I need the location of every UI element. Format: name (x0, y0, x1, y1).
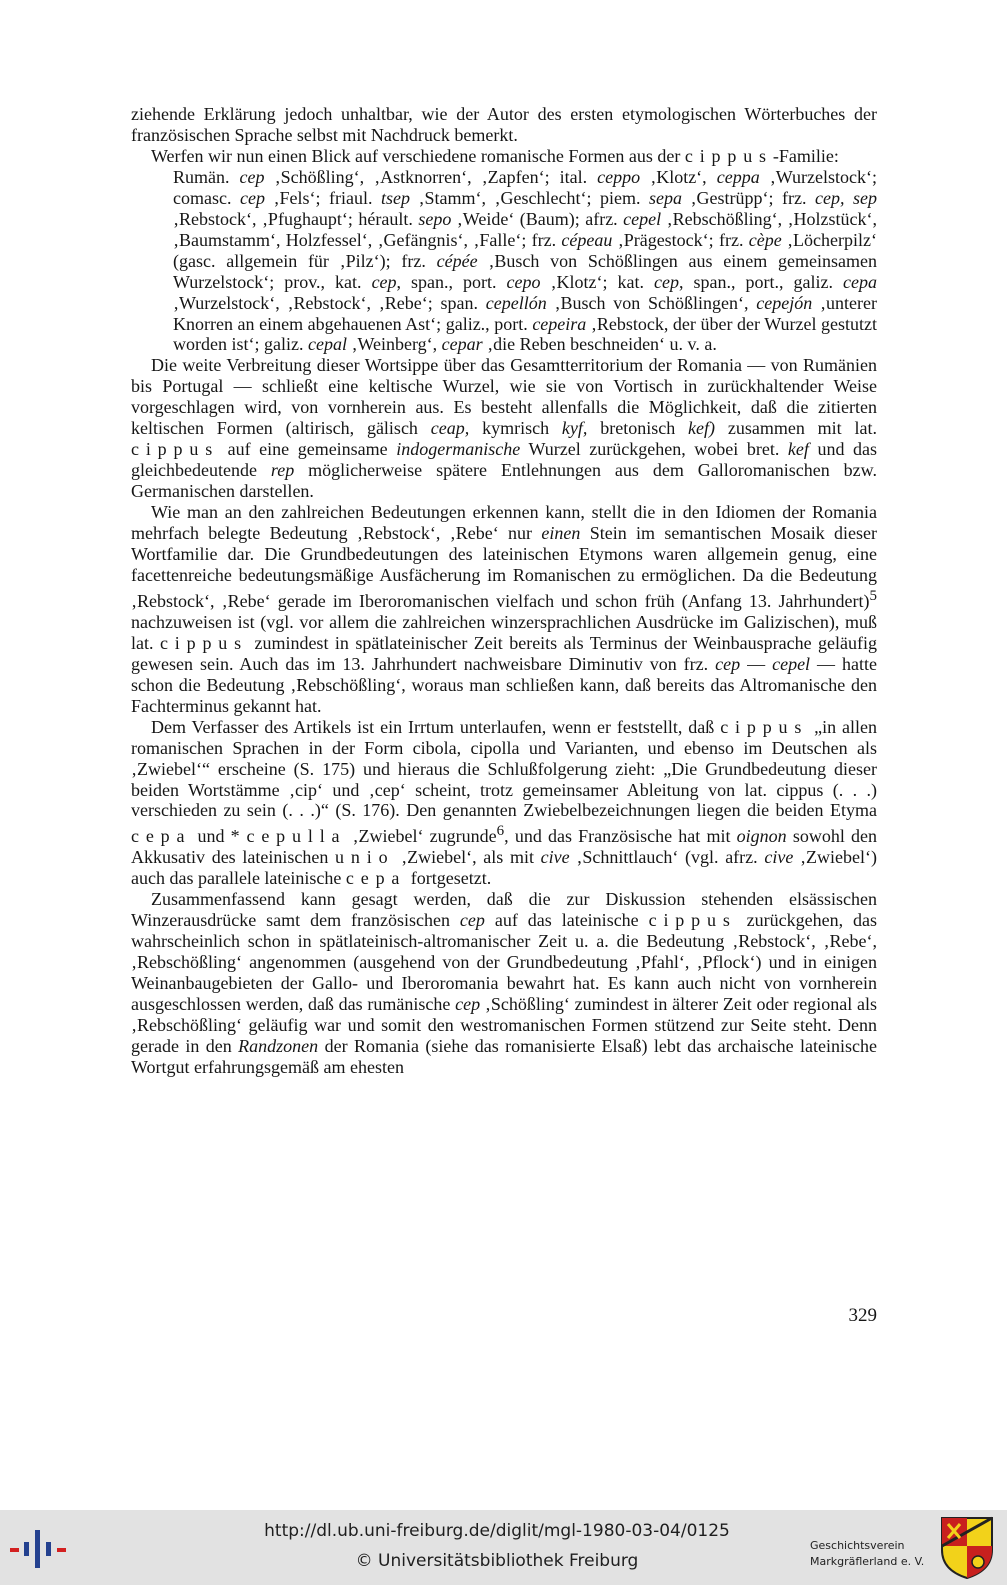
footnote-ref: 6 (496, 823, 505, 840)
society-name: Geschichtsverein Markgräflerland e. V. (810, 1539, 925, 1568)
page-number: 329 (848, 1305, 877, 1326)
paragraph: Die weite Verbreitung dieser Wortsippe über das Gesamtterritorium der Romania — von Rumänien bis Portugal — schließt eine keltische Wurzel, wie sie von Vortisch in zurückhaltender Weise vorgeschlagen wird, von vornherein aus. Es besteht allenfalls die Möglichkeit, daß die zitierten keltischen Formen (altirisch, gälisch ceap, kymrisch kyf, bretonisch kef) zusammen mit lat. cippus auf eine gemeinsame indogermanische Wurzel zurückgehen, wobei bret. kef und das gleichbedeutende rep möglicherweise spätere Entlehnungen aus dem Galloromanischen bzw. Germanischen darstellen. (131, 355, 877, 502)
copyright-notice: © Universitätsbibliothek Freiburg (355, 1551, 639, 1571)
body-text (131, 104, 877, 1078)
footer-bar (0, 1510, 1007, 1585)
paragraph: Wie man an den zahlreichen Bedeutungen erkennen kann, stellt die in den Idiomen der Romania mehrfach belegte Bedeutung ‚Rebstock‘, ‚Rebe‘ nur einen Stein im semantischen Mosaik dieser Wortfamilie dar. Die Grundbedeutungen des lateinischen Etymons waren allgemein genug, eine facettenreiche bedeutungsmäßige Ausfächerung im Romanischen zu ermöglichen. Da die Bedeutung ‚Rebstock‘, ‚Rebe‘ gerade im Iberoromanischen vielfach und schon früh (Anfang 13. Jahrhundert)$^5$ nachzuweisen ist (vgl. vor allem die zahlreichen winzersprachlichen Ausdrücke im Galizischen), muß lat. cippus zumindest in spätlateinischer Zeit bereits als Terminus der Weinbausprache geläufig gewesen sein. Auch das im 13. Jahrhundert nachweisbare Diminutiv von frz. cep — cepel — hatte schon die Bedeutung ‚Rebschößling‘, woraus man schließen kann, daß bereits das Altromanische den Fachterminus gekannt hat. (131, 502, 878, 716)
document-url-link[interactable]: http://dl.ub.uni-freiburg.de/diglit/mgl-1980-03-04/0125 (264, 1521, 730, 1541)
paragraph: Zusammenfassend kann gesagt werden, daß die zur Diskussion stehenden elsässischen Winzerausdrücke samt dem französischen cep auf das lateinische cippus zurückgehen, das wahrscheinlich schon in spätlateinisch-altromanischer Zeit u. a. die Bedeutung ‚Rebstock‘, ‚Rebe‘, ‚Rebschößling‘ angenommen (ausgehend von der Grundbedeutung ‚Pfahl‘, ‚Pflock‘) und in einigen Weinanbaugebieten der Gallo- und Iberoromania bewahrt hat. Es kann auch nicht von vornherein ausgeschlossen werden, daß das rumänische cep ‚Schößling‘ zumindest in älterer Zeit oder regional als ‚Rebschößling‘ geläufig war und somit den westromanischen Formen stützend zur Seite steht. Denn gerade in den Randzonen der Romania (siehe das romanisierte Elsaß) lebt das archaische lateinische Wortgut erfahrungsgemäß am ehesten (131, 889, 878, 1077)
markgraeflerland-crest-icon (940, 1516, 994, 1580)
footnote-ref: 5 (869, 587, 877, 604)
paragraph: Dem Verfasser des Artikels ist ein Irrtum unterlaufen, wenn er feststellt, daß cippus „in allen romanischen Sprachen in der Form cibola, cipolla und Varianten, und ebenso im Deutschen als ‚Zwiebel‘“ erscheine (S. 175) und hieraus die Schlußfolgerung zieht: „Die Grundbedeutung dieser beiden Wortstämme ‚cip‘ und ‚cep‘ scheint, trotz gemeinsamer Ableitung von lat. cippus (. . .) verschieden zu sein (. . .)“ (S. 176). Den genannten Zwiebelbezeichnungen liegen die beiden Etyma cepa und *cepulla ‚Zwiebel‘ zugrunde$^6$, und das Französische hat mit oignon sowohl den Akkusativ des lateinischen unio ‚Zwiebel‘, als mit cive ‚Schnittlauch‘ (vgl. afrz. cive ‚Zwiebel‘) auch das parallele lateinische cepa fortgesetzt. (131, 716, 877, 889)
paragraph: Werfen wir nun einen Blick auf verschiedene romanische Formen aus der cippus-Familie: (151, 145, 839, 166)
block-quote: Rumän. cep ‚Schößling‘, ‚Astknorren‘, ‚Zapfen‘; ital. ceppo ‚Klotz‘, ceppa ‚Wurzelstock‘; comasc. cep ‚Fels‘; friaul. tsep ‚Stamm‘, ‚Geschlecht‘; piem. sepa ‚Gestrüpp‘; frz. cep, sep ‚Rebstock‘, ‚Pfughaupt‘; hérault. sepo ‚Weide‘ (Baum); afrz. cepel ‚Rebschößling‘, ‚Holzstück‘, ‚Baumstamm‘, Holzfessel‘, ‚Gefängnis‘, ‚Falle‘; frz. cépeau ‚Prägestock‘; frz. cèpe ‚Löcherpilz‘ (gasc. allgemein für ‚Pilz‘); frz. cépée ‚Busch von Schößlingen aus einem gemeinsamen Wurzelstock‘; prov., kat. cep, span., port. cepo ‚Klotz‘; kat. cep, span., port., galiz. cepa ‚Wurzelstock‘, ‚Rebstock‘, ‚Rebe‘; span. cepellón ‚Busch von Schößlingen‘, cepejón ‚unterer Knorren an einem abgehauenen Ast‘; galiz., port. cepeira ‚Rebstock, der über der Wurzel gestutzt worden ist‘; galiz. cepal ‚Weinberg‘, cepar ‚die Reben beschneiden‘ u. v. a. (173, 166, 878, 355)
paragraph: ziehende Erklärung jedoch unhaltbar, wie der Autor des ersten etymologischen Wörterbuches der französischen Sprache selbst mit Nachdruck bemerkt. (131, 104, 877, 145)
ub-freiburg-logo-icon (10, 1528, 66, 1570)
